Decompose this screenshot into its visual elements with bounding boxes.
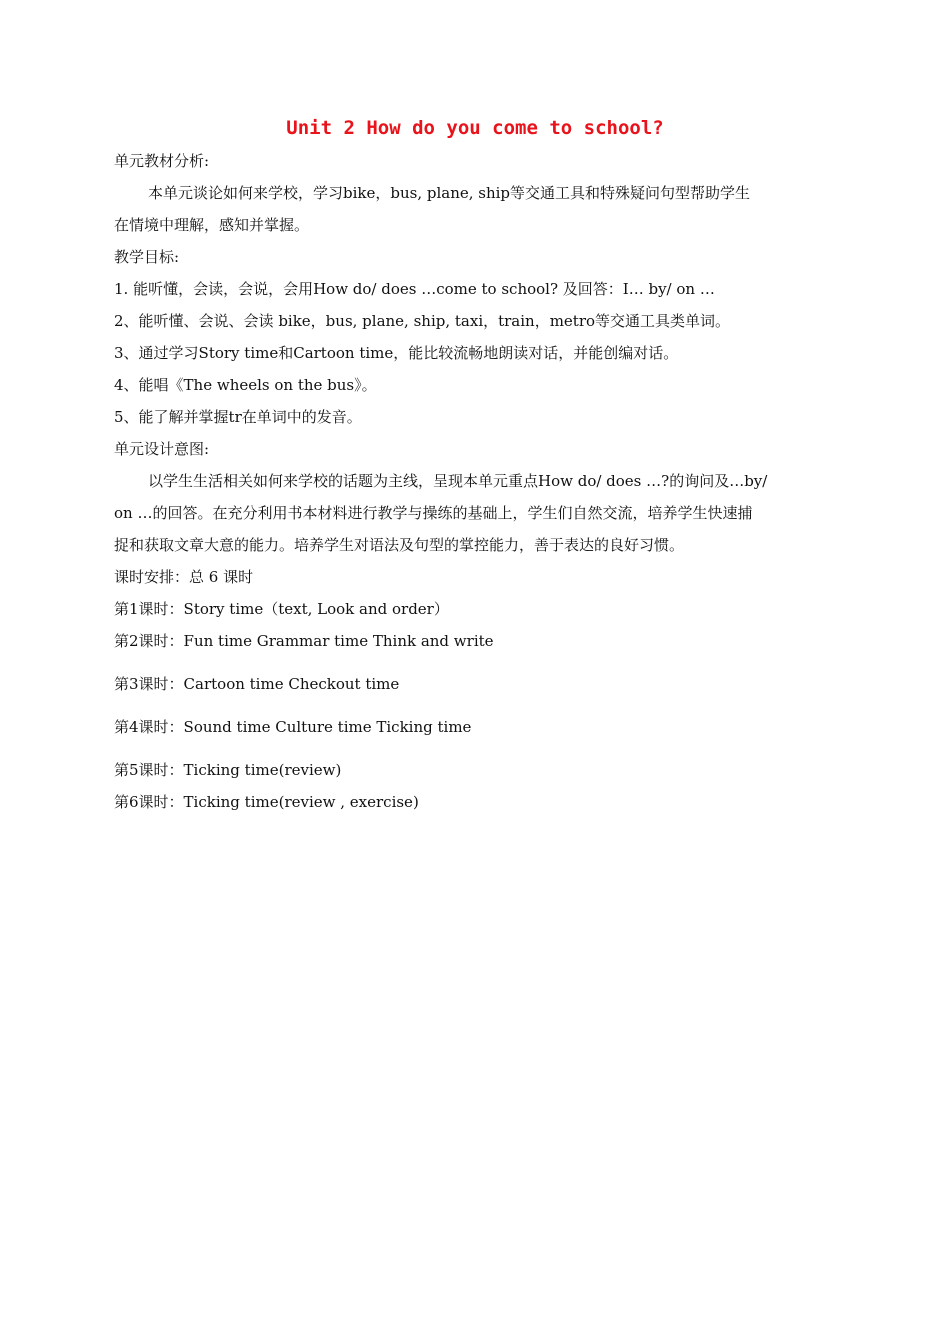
design-heading: 单元设计意图: bbox=[114, 440, 210, 458]
lesson-3: 第3课时：Cartoon time Checkout time bbox=[114, 675, 400, 693]
analysis-heading: 单元教材分析: bbox=[114, 152, 210, 170]
goal-item-3: 3、通过学习Story time和Cartoon time，能比较流畅地朗读对话，并能创编对话。 bbox=[114, 344, 679, 362]
lesson-2: 第2课时：Fun time Grammar time Think and write bbox=[114, 632, 494, 650]
lesson-4: 第4课时：Sound time Culture time Ticking time bbox=[114, 718, 472, 736]
analysis-text-line-2: 在情境中理解，感知并掌握。 bbox=[114, 216, 310, 234]
lesson-1: 第1课时：Story time（text, Look and order） bbox=[114, 600, 449, 618]
goals-heading: 教学目标: bbox=[114, 248, 180, 266]
lesson-5: 第5课时：Ticking time(review) bbox=[114, 761, 342, 779]
goal-item-5: 5、能了解并掌握tr在单词中的发音。 bbox=[114, 408, 362, 426]
lesson-6: 第6课时：Ticking time(review , exercise) bbox=[114, 793, 419, 811]
analysis-text-line-1: 本单元谈论如何来学校，学习bike，bus, plane, ship等交通工具和特殊疑问句型帮助学生 bbox=[148, 184, 751, 202]
schedule-summary: 课时安排：总 6 课时 bbox=[114, 568, 254, 586]
document-title: Unit 2 How do you come to school? bbox=[286, 117, 664, 139]
design-text-line-2: on …的回答。在充分利用书本材料进行教学与操练的基础上，学生们自然交流，培养学生快速捕 bbox=[114, 504, 753, 522]
goal-item-4: 4、能唱《The wheels on the bus》。 bbox=[114, 376, 377, 394]
design-text-line-1: 以学生生活相关如何来学校的话题为主线，呈现本单元重点How do/ does …?的询问及…by/ bbox=[148, 472, 768, 490]
design-text-line-3: 捉和获取文章大意的能力。培养学生对语法及句型的掌控能力，善于表达的良好习惯。 bbox=[114, 536, 685, 554]
goal-item-1: 1. 能听懂，会读，会说，会用How do/ does …come to school? 及回答：I… by/ on … bbox=[114, 280, 715, 298]
goal-item-2: 2、能听懂、会说、会读 bike，bus, plane, ship, taxi，train，metro等交通工具类单词。 bbox=[114, 312, 731, 330]
